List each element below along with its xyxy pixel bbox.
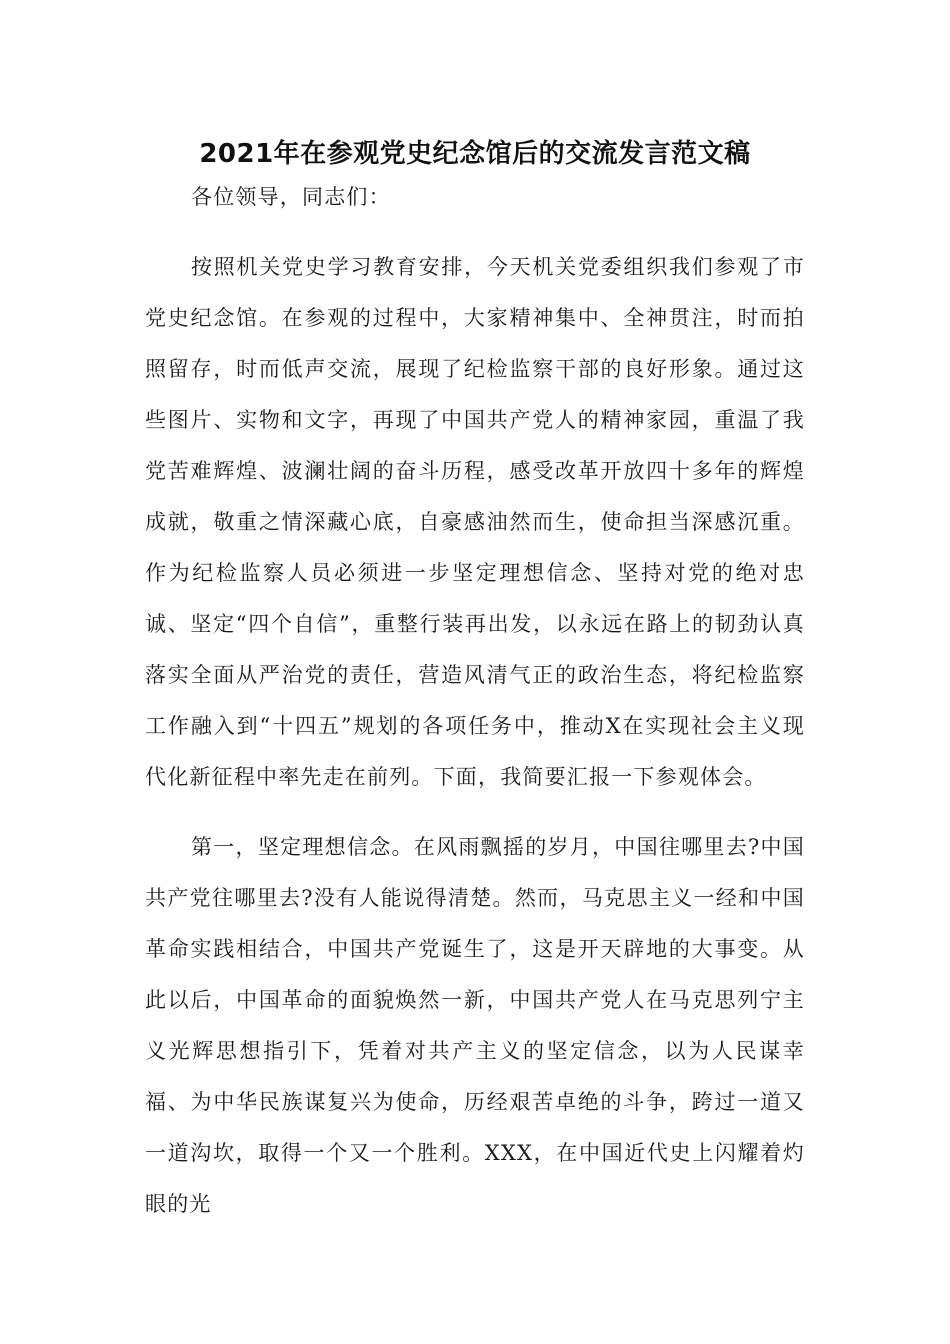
document-title: 2021年在参观党史纪念馆后的交流发言范文稿	[199, 139, 751, 169]
salutation: 各位领导，同志们：	[191, 185, 391, 209]
document-body	[145, 172, 805, 1230]
paragraph-1: 按照机关党史学习教育安排，今天机关党委组织我们参观了市党史纪念馆。在参观的过程中，大家精神集中、全神贯注，时而拍照留存，时而低声交流，展现了纪检监察干部的良好形象。通过这些图片、实物和文字，再现了中国共产党人的精神家园，重温了我党苦难辉煌、波澜壮阔的奋斗历程，感受改革开放四十多年的辉煌成就，敬重之情深藏心底，自豪感油然而生，使命担当深感沉重。作为纪检监察人员必须进一步坚定理想信念、坚持对党的绝对忠诚、坚定“四个自信”，重整行装再出发，以永远在路上的韧劲认真落实全面从严治党的责任，营造风清气正的政治生态，将纪检监察工作融入到“十四五”规划的各项任务中，推动X在实现社会主义现代化新征程中率先走在前列。下面，我简要汇报一下参观体会。	[145, 255, 805, 789]
paragraph-2: 第一，坚定理想信念。在风雨飘摇的岁月，中国往哪里去?中国共产党往哪里去?没有人能说得清楚。然而，马克思主义一经和中国革命实践相结合，中国共产党诞生了，这是开天辟地的大事变。从此以后，中国革命的面貌焕然一新，中国共产党人在马克思列宁主义光辉思想指引下，凭着对共产主义的坚定信念，以为人民谋幸福、为中华民族谋复兴为使命，历经艰苦卓绝的斗争，跨过一道又一道沟坎，取得一个又一个胜利。XXX，在中国近代史上闪耀着灼眼的光	[145, 835, 805, 1216]
